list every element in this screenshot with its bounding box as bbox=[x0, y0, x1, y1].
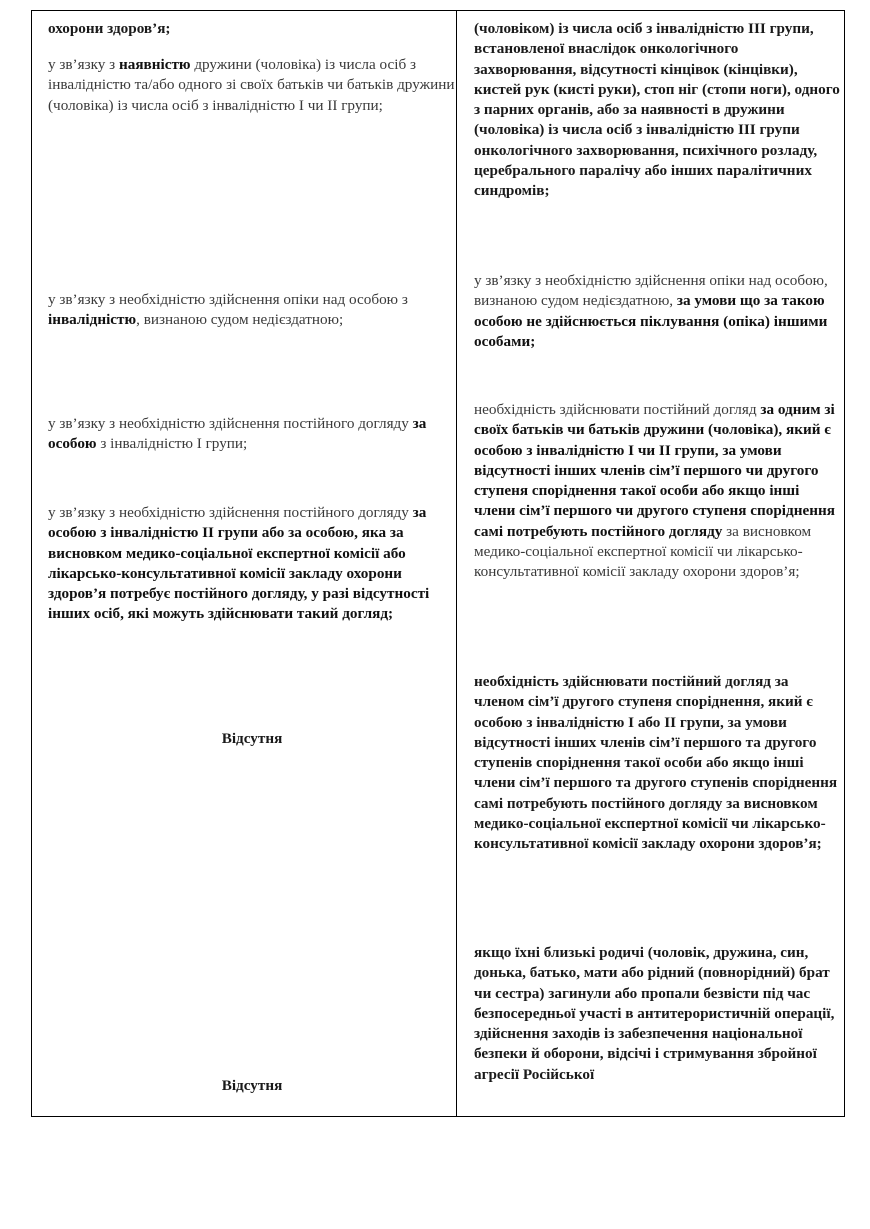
left-row-3 bbox=[48, 290, 456, 331]
left-row-4 bbox=[48, 414, 456, 455]
right-row-1: (чоловіком) із числа осіб з інвалідністю III групи, встановленої внаслідок онкологічного захворювання, відсутності кінцівок (кінцівки), кистей рук (кисті руки), стоп ніг (стопи ноги), одного з парних органів, або за наявності в дружини (чоловіка) із числа осіб з інвалідністю III групи онкологічного захворювання, психічного розладу, церебрального паралічу або інших паралітичних синдромів; bbox=[474, 20, 840, 200]
text-segment: за особою з інвалідністю II групи або за особою, яка за висновком медико-соціальної експертної комісії або лікарсько-консультативної комісії закладу охорони здоров’я потребує постійного догляду, у разі відсутності інших осіб, які можуть здійснювати такий догляд; bbox=[48, 504, 430, 623]
text-segment: дружини (чоловіка) із числа осіб з інвалідністю та/або одного зі своїх батьків чи батьків дружини (чоловіка) із числа осіб з інвалідністю I чи II групи; bbox=[48, 56, 455, 114]
right-row-4: необхідність здійснювати постійний догляд за членом сім’ї другого ступеня споріднення, який є особою з інвалідністю I або II групи, за умови відсутності інших членів сім’ї першого та другого ступенів споріднення такої особи або якщо інші члени сім’ї першого та другого ступенів споріднення самі потребують постійного догляду за висновком медико-соціальної експертної комісії чи лікарсько-консультативної комісії закладу охорони здоров’я; bbox=[474, 673, 838, 853]
text-segment: у зв’язку з необхідністю здійснення опіки над особою, визнаною судом недієздатною, bbox=[474, 272, 828, 310]
text-segment: у зв’язку з необхідністю здійснення постійного догляду bbox=[48, 415, 413, 432]
text-segment: з bbox=[401, 291, 408, 308]
text-segment: у зв’язку з необхідністю здійснення опіки над особою bbox=[48, 291, 402, 308]
text-segment: необхідність здійснювати постійний догляд bbox=[474, 401, 761, 418]
right-row-5: якщо їхні близькі родичі (чоловік, дружина, син, донька, батько, мати або рідний (повнорідний) брат чи сестра) загинули або пропали безвісти під час безпосередньої участі в антитерористичній операції, здійснення заходів із забезпечення національної безпеки й оборони, відсічі і стримування збройної агресії Російської bbox=[474, 944, 835, 1083]
left-row-2 bbox=[48, 55, 456, 116]
left-absent-2: Відсутня bbox=[221, 1077, 283, 1094]
left-row-1-tail: охорони здоров’я; bbox=[48, 20, 171, 37]
text-segment: у зв’язку з bbox=[48, 56, 119, 73]
text-segment: інвалідністю bbox=[48, 311, 137, 329]
right-row-2 bbox=[474, 271, 840, 352]
text-segment: за висновком медико-соціальної експертної комісії чи лікарсько-консультативної комісії закладу охорони здоров’я; bbox=[474, 522, 812, 581]
text-segment: за умови що за такою особою не здійснюється піклування (опіка) іншими особами; bbox=[474, 292, 828, 350]
text-segment: з інвалідністю I групи; bbox=[96, 435, 248, 453]
text-segment: наявністю bbox=[118, 56, 191, 73]
text-segment: за особою bbox=[48, 415, 427, 453]
column-divider bbox=[456, 10, 457, 1117]
left-row-5 bbox=[48, 503, 456, 625]
text-segment: за одним зі своїх батьків чи батьків дружини (чоловіка), який є особою з інвалідністю I чи II групи, за умови відсутності інших членів сім’ї першого чи другого ступеня споріднення такої особи або якщо інші члени сім’ї першого чи другого ступеня споріднення самі потребують постійного догляду bbox=[474, 401, 835, 540]
left-absent-1: Відсутня bbox=[221, 730, 283, 747]
text-segment: у зв’язку з необхідністю здійснення постійного догляду bbox=[48, 504, 413, 521]
right-row-3 bbox=[474, 400, 840, 583]
text-segment: , визнаною судом недієздатною; bbox=[136, 311, 344, 329]
